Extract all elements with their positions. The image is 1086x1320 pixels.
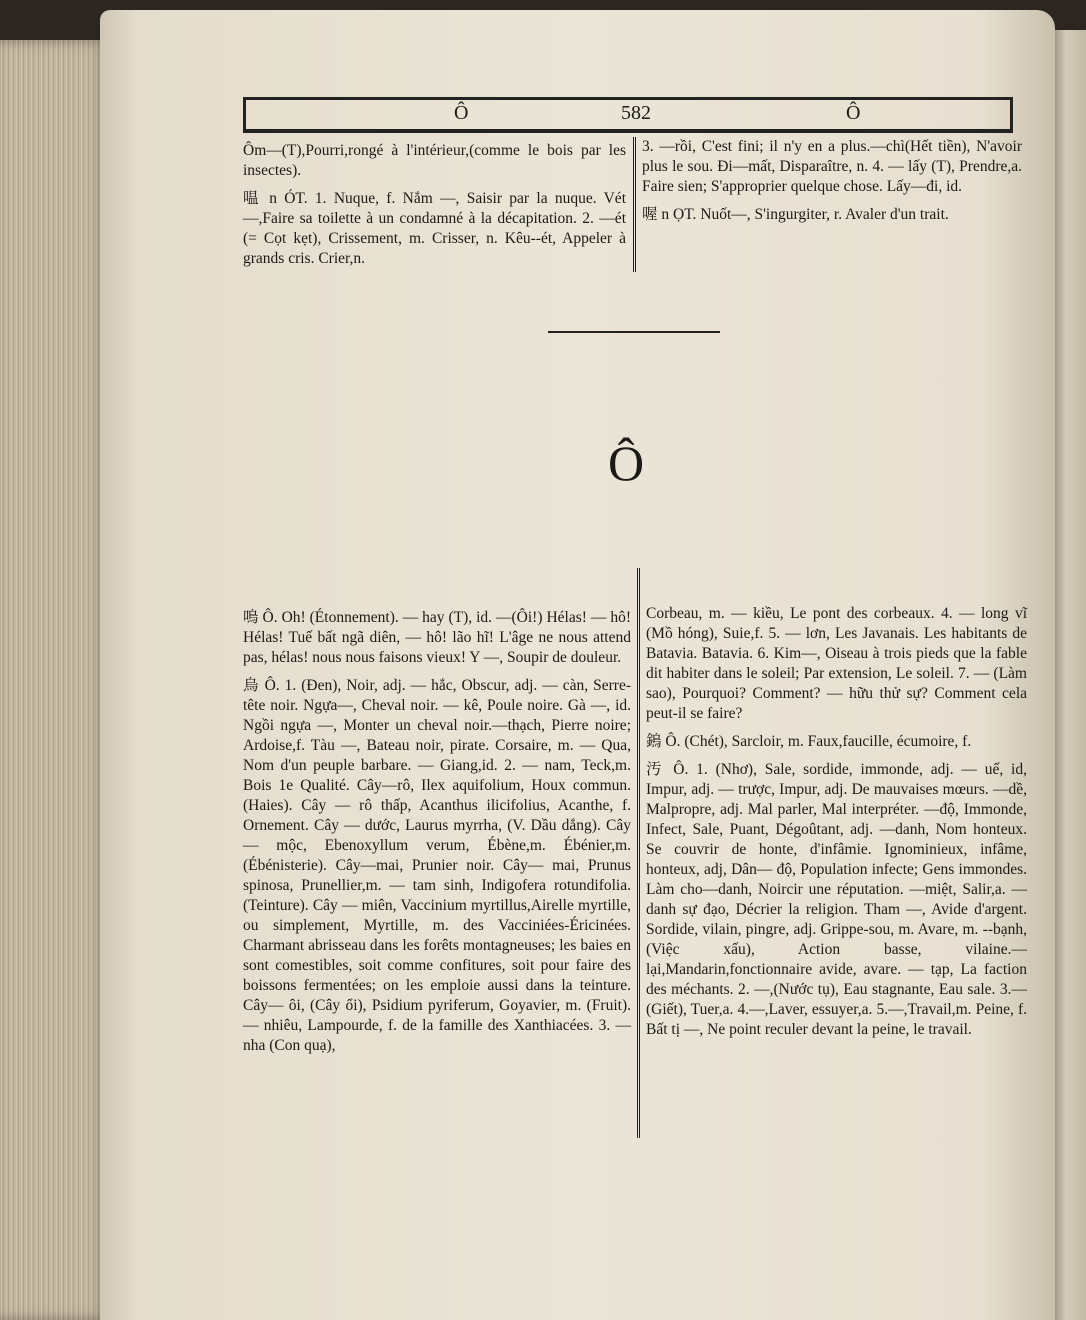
entry-o-noir: 烏 Ô. 1. (Đen), Noir, adj. — hắc, Obscur, adj. — càn, Serre-tête noir. Ngựa—, Cheval noir. — kê, Poule noire. Gà —, id. Ngồi ngựa —, Monter un cheval noir.—thạch, Pierre noire; Ardoise,f. Tàu —, Bateau noir, pirate. Corsaire, m. — Qua, Nom d'un peuple barbare. — Giang,id. 2. — nam, Teck,m. Bois 1e Qualité. Cây—rô, Ilex aquifolium, Houx commun. (Haies). Cây — rô thấp, Acanthus ilicifolius, Acanthe, f. Ornement. Cây — dước, Laurus myrrha, (V. Dầu dắng). Cây — mộc, Ebenoxyllum verum, Ébène,m. Ébénier,m. (Ébénisterie). Cây—mai, Prunier noir. Cây— mai, Prunus spinosa, Prunellier,m. — tam sinh, Indigofera rotundifolia. (Teinture). Cây — miên, Vaccinium myrtillus,Airelle myrtille, ou simplement, Myrtille, m. des Vacciniées-Éricinées. Charmant abrisseau dans les forêts montagneuses; les baies en sont comestibles, soit comme confitures, soit pour faire des boissons fermentées; on les emploie aussi dans la teinture. Cây— ôi, (Cây ổi), Psidium pyriferum, Goyavier, m. (Fruit). — nhiêu, Lampourde, f. de la famille des Xanthiacées. 3. — nha (Con quạ), [243,677,631,1054]
top-left-column [243,141,626,277]
adjacent-page-edge [1050,30,1086,1320]
top-right-column [642,137,1022,233]
header-left-letter: Ô [454,102,469,124]
page-number: 582 [621,102,651,124]
section-divider [548,331,720,333]
bottom-right-column [646,604,1027,1048]
top-column-divider [633,137,636,272]
entry-ot-3: 3. —rồi, C'est fini; il n'y en a plus.—chì(Hết tiền), N'avoir plus le sou. Đi—mất, Disparaître, n. 4. — lấy (T), Prendre,a. Faire sien; S'approprier quelque chose. Lấy—đi, id. [642,138,1022,195]
book-page-edges [0,40,110,1320]
section-letter: Ô [608,435,645,491]
entry-o-sale: 汚 Ô. 1. (Nhơ), Sale, sordide, immonde, adj. — uế, id, Impur, adj. — trược, Impur, adj. De mauvaises mœurs. —dề, Malpropre, adj. Mal parler, Mal interpréter. —độ, Immonde, Infect, Sale, Puant, Dégoûtant, adj. —danh, Nom honteux. Se couvrir de honte, d'infâmie. Ignominieux, infâme, honteux, adj, Dân— độ, Population infecte; Gens immondes. Làm cho—danh, Noircir une réputation. —miệt, Salir,a. —danh sự đạo, Décrier la religion. Tham —, Avide d'argent. Sordide, vilain, pingre, adj. Grippe-sou, m. Avare, m. --bạnh, (Việc xấu), Action basse, vilaine.—lại,Mandarin,fonctionnaire avide, avare. — tạp, La faction des méchants. 2. —,(Nước tụ), Eau stagnante, Eau sale. 3.—(Giết), Tuer,a. 4.—,Laver, essuyer,a. 5.—,Travail,m. Peine, f. Bất tị —, Ne point reculer devant la peine, le travail. [646,761,1027,1038]
page-header [243,97,1013,133]
entry-o-oh: 嗚 Ô. Oh! (Étonnement). — hay (T), id. —(Ôi!) Hélas! — hô! Hélas! Tuế bất ngã diên, — hô! lão hĩ! L'âge ne nous attend pas, hélas! nous nous faisons vieux! Y —, Soupir de douleur. [243,609,631,666]
bottom-left-column [243,608,631,1064]
entry-om: Ôm—(T),Pourri,rongé à l'intérieur,(comme le bois par les insectes). [243,142,626,179]
entry-ot: 嗢 n ÓT. 1. Nuque, f. Nắm —, Saisir par la nuque. Vét—,Faire sa toilette à un condamné à la décapitation. 2. —ét (= Cọt kẹt), Crissement, m. Crisser, n. Kêu--ét, Appeler à grands cris. Crier,n. [243,190,626,267]
header-right-letter: Ô [846,102,861,124]
entry-o-sarcloir: 鎢 Ô. (Chét), Sarcloir, m. Faux,faucille, écumoire, f. [646,733,972,750]
bottom-column-divider [637,568,640,1138]
entry-ot-nuot: 喔 n ỌT. Nuốt—, S'ingurgiter, r. Avaler d'un trait. [642,206,949,223]
entry-o-corbeau: Corbeau, m. — kiều, Le pont des corbeaux. 4. — long vĩ (Mồ hóng), Suie,f. 5. — lơn, Les Javanais. Les habitants de Batavia. Batavia. 6. Kim—, Oiseau à trois pieds que la fable dit habiter dans le soleil; Par extension, Le soleil. 7. — (Làm sao), Pourquoi? Comment? — hữu thử sự? Comment cela peut-il se faire? [646,605,1027,722]
